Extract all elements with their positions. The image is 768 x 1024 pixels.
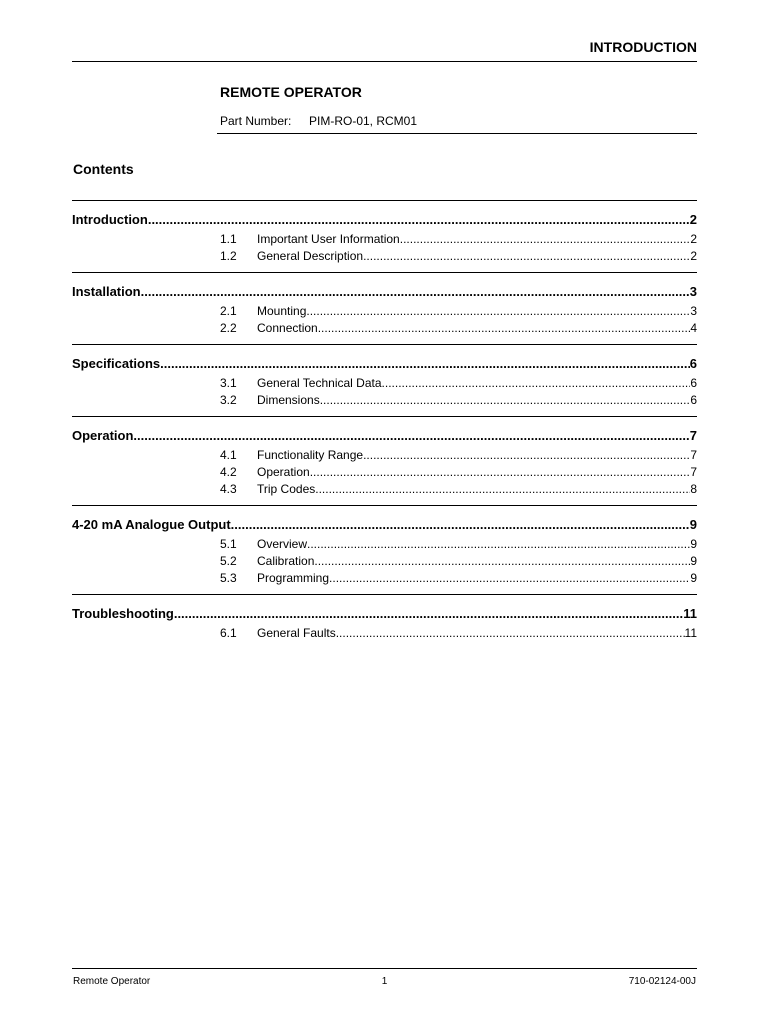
header-divider	[72, 61, 697, 62]
toc-page-number: 11	[684, 626, 697, 640]
title-divider	[217, 133, 697, 134]
toc-leader	[160, 356, 690, 372]
toc-subentry-number: 3.1	[220, 376, 237, 390]
footer-page-number: 1	[381, 976, 388, 987]
footer-document-name: Remote Operator	[73, 976, 151, 987]
toc-subentry-title: Operation	[257, 465, 310, 479]
toc-subentry-number: 2.2	[220, 321, 237, 335]
toc-section-analogue-output	[72, 505, 697, 594]
toc-subentry-number: 2.1	[220, 304, 237, 318]
toc-subentry-number: 6.1	[220, 626, 237, 640]
toc-subentry-number: 1.1	[220, 232, 237, 246]
toc-section-specifications	[72, 344, 697, 416]
toc-page-number: 7	[689, 428, 697, 443]
toc-page-number: 2	[690, 232, 697, 246]
toc-entry-installation[interactable]	[72, 284, 697, 300]
toc-subentry-title: Mounting	[257, 304, 307, 318]
toc-subentry[interactable]	[72, 625, 697, 641]
toc-subentry[interactable]	[72, 464, 697, 480]
toc-entry-title: Operation	[72, 428, 134, 443]
toc-page-number: 6	[690, 393, 697, 407]
toc-entry-title: 4-20 mA Analogue Output	[72, 517, 231, 532]
toc-subentry-title: Functionality Range	[257, 448, 364, 462]
toc-subentry[interactable]	[72, 447, 697, 463]
toc-subentry-number: 5.3	[220, 571, 237, 585]
toc-entry-title: Troubleshooting	[72, 606, 174, 621]
toc-page-number: 9	[690, 571, 697, 585]
table-of-contents	[72, 200, 697, 649]
toc-entry-operation[interactable]	[72, 428, 697, 444]
toc-page-number: 4	[690, 321, 697, 335]
toc-subentry[interactable]	[72, 231, 697, 247]
toc-subentry[interactable]	[72, 392, 697, 408]
toc-leader	[382, 375, 691, 391]
toc-leader	[400, 231, 691, 247]
toc-entry-introduction[interactable]	[72, 212, 697, 228]
toc-subentry[interactable]	[72, 553, 697, 569]
toc-leader	[174, 606, 683, 622]
toc-page-number: 11	[683, 606, 697, 621]
page-footer	[72, 975, 697, 989]
toc-leader	[307, 536, 690, 552]
toc-leader	[141, 284, 690, 300]
toc-entry-analogue-output[interactable]	[72, 517, 697, 533]
toc-leader	[363, 248, 690, 264]
toc-subentry[interactable]	[72, 375, 697, 391]
part-number-label: Part Number:	[220, 114, 292, 128]
toc-subentry[interactable]	[72, 320, 697, 336]
toc-subentry[interactable]	[72, 303, 697, 319]
contents-heading: Contents	[73, 161, 134, 177]
toc-leader	[310, 464, 691, 480]
toc-leader	[231, 517, 690, 533]
page-header-section-title: INTRODUCTION	[589, 39, 697, 55]
toc-leader	[320, 392, 691, 408]
toc-entry-troubleshooting[interactable]	[72, 606, 697, 622]
toc-leader	[336, 625, 685, 641]
toc-subentry-title: Programming	[257, 571, 330, 585]
toc-subentry-title: Important User Information	[257, 232, 400, 246]
toc-subentry-number: 5.2	[220, 554, 237, 568]
toc-page-number: 9	[690, 537, 697, 551]
toc-page-number: 7	[690, 465, 697, 479]
toc-section-troubleshooting	[72, 594, 697, 649]
toc-subentry-number: 4.1	[220, 448, 237, 462]
toc-subentry-number: 4.2	[220, 465, 237, 479]
toc-leader	[314, 553, 690, 569]
toc-subentry[interactable]	[72, 536, 697, 552]
toc-leader	[315, 481, 690, 497]
toc-subentry-title: General Technical Data	[257, 376, 382, 390]
toc-page-number: 9	[690, 554, 697, 568]
toc-leader	[318, 320, 691, 336]
toc-section-operation	[72, 416, 697, 505]
toc-page-number: 9	[689, 517, 697, 532]
toc-leader	[306, 303, 690, 319]
toc-subentry-number: 3.2	[220, 393, 237, 407]
toc-leader	[363, 447, 690, 463]
toc-leader	[133, 428, 689, 444]
part-number-line	[220, 113, 417, 129]
toc-page-number: 3	[690, 304, 697, 318]
toc-page-number: 2	[690, 249, 697, 263]
toc-subentry-title: Trip Codes	[257, 482, 316, 496]
toc-page-number: 3	[689, 284, 697, 299]
toc-subentry-number: 5.1	[220, 537, 237, 551]
toc-page-number: 7	[690, 448, 697, 462]
toc-subentry[interactable]	[72, 248, 697, 264]
document-title: REMOTE OPERATOR	[220, 84, 362, 100]
footer-divider	[72, 968, 697, 969]
toc-page-number: 6	[689, 356, 697, 371]
toc-subentry-title: General Description	[257, 249, 364, 263]
toc-subentry-title: Calibration	[257, 554, 315, 568]
toc-section-installation	[72, 272, 697, 344]
part-number-value: PIM-RO-01, RCM01	[309, 114, 418, 128]
toc-subentry-title: Connection	[257, 321, 318, 335]
toc-entry-title: Installation	[72, 284, 141, 299]
toc-subentry[interactable]	[72, 570, 697, 586]
toc-entry-title: Introduction	[72, 212, 148, 227]
toc-entry-specifications[interactable]	[72, 356, 697, 372]
toc-entry-title: Specifications	[72, 356, 161, 371]
toc-subentry-title: Overview	[257, 537, 308, 551]
toc-leader	[329, 570, 690, 586]
toc-subentry-title: Dimensions	[257, 393, 320, 407]
toc-subentry-number: 1.2	[220, 249, 237, 263]
footer-document-code: 710-02124-00J	[628, 976, 696, 987]
toc-page-number: 6	[690, 376, 697, 390]
toc-page-number: 2	[689, 212, 697, 227]
toc-subentry[interactable]	[72, 481, 697, 497]
toc-section-introduction	[72, 200, 697, 272]
toc-subentry-title: General Faults	[257, 626, 336, 640]
toc-subentry-number: 4.3	[220, 482, 237, 496]
toc-leader	[148, 212, 690, 228]
toc-page-number: 8	[690, 482, 697, 496]
